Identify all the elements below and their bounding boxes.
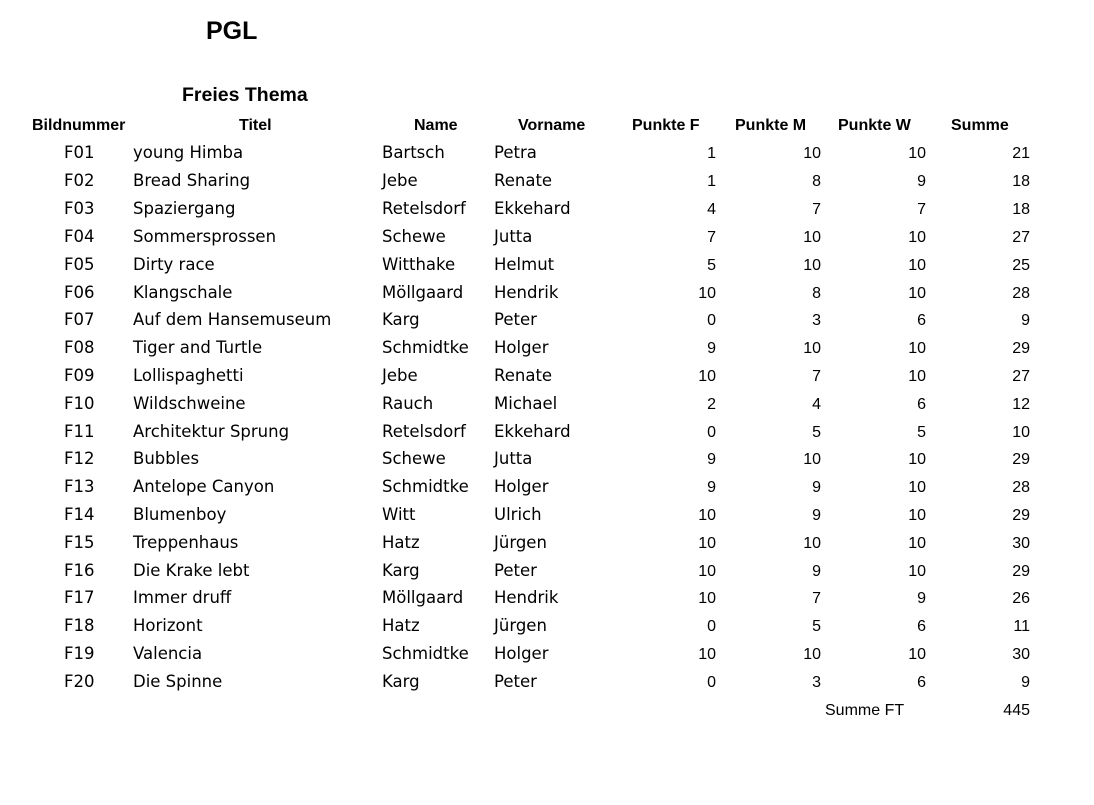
cell-vorname: Jürgen: [494, 616, 547, 635]
cell-punkte-w: 10: [908, 563, 926, 580]
cell-vorname: Holger: [494, 477, 549, 496]
cell-punkte-w: 10: [908, 257, 926, 274]
cell-punkte-w: 9: [917, 173, 926, 190]
cell-name: Möllgaard: [382, 588, 464, 607]
cell-titel: Dirty race: [133, 255, 215, 274]
cell-punkte-m: 9: [812, 563, 821, 580]
cell-name: Schewe: [382, 449, 446, 468]
cell-summe: 27: [1012, 229, 1030, 246]
cell-titel: Horizont: [133, 616, 203, 635]
cell-punkte-f: 1: [707, 145, 716, 162]
cell-name: Schewe: [382, 227, 446, 246]
cell-punkte-m: 10: [803, 535, 821, 552]
cell-titel: Die Krake lebt: [133, 561, 250, 580]
cell-punkte-m: 8: [812, 285, 821, 302]
header-summe: Summe: [951, 117, 1009, 134]
cell-punkte-w: 7: [917, 201, 926, 218]
cell-punkte-w: 10: [908, 451, 926, 468]
cell-punkte-f: 10: [698, 563, 716, 580]
cell-punkte-f: 0: [707, 618, 716, 635]
cell-punkte-m: 3: [812, 674, 821, 691]
cell-titel: Wildschweine: [133, 394, 246, 413]
cell-summe: 29: [1012, 451, 1030, 468]
cell-bildnummer: F17: [64, 588, 95, 607]
cell-name: Karg: [382, 672, 420, 691]
cell-bildnummer: F03: [64, 199, 95, 218]
cell-punkte-f: 5: [707, 257, 716, 274]
cell-titel: Antelope Canyon: [133, 477, 275, 496]
table-row: [0, 197, 1094, 224]
cell-summe: 27: [1012, 368, 1030, 385]
header-titel: Titel: [239, 117, 272, 134]
cell-name: Witthake: [382, 255, 456, 274]
cell-bildnummer: F01: [64, 143, 95, 162]
table-row: [0, 642, 1094, 669]
cell-punkte-m: 10: [803, 646, 821, 663]
cell-punkte-w: 6: [917, 618, 926, 635]
table-row: [0, 141, 1094, 168]
cell-titel: Tiger and Turtle: [133, 338, 263, 357]
cell-name: Jebe: [382, 366, 418, 385]
cell-punkte-w: 5: [917, 424, 926, 441]
cell-name: Hatz: [382, 533, 420, 552]
cell-punkte-f: 4: [707, 201, 716, 218]
cell-punkte-w: 10: [908, 340, 926, 357]
cell-bildnummer: F14: [64, 505, 95, 524]
cell-vorname: Hendrik: [494, 588, 559, 607]
cell-vorname: Renate: [494, 366, 553, 385]
cell-punkte-f: 0: [707, 674, 716, 691]
cell-punkte-f: 9: [707, 451, 716, 468]
table-row: [0, 420, 1094, 447]
cell-bildnummer: F08: [64, 338, 95, 357]
cell-vorname: Renate: [494, 171, 553, 190]
cell-punkte-w: 9: [917, 590, 926, 607]
cell-bildnummer: F19: [64, 644, 95, 663]
cell-titel: young Himba: [133, 143, 244, 162]
cell-punkte-m: 5: [812, 618, 821, 635]
cell-punkte-f: 0: [707, 424, 716, 441]
table-row: [0, 559, 1094, 586]
cell-punkte-w: 6: [917, 312, 926, 329]
cell-punkte-f: 9: [707, 340, 716, 357]
cell-titel: Klangschale: [133, 283, 233, 302]
cell-punkte-m: 8: [812, 173, 821, 190]
table-row: [0, 169, 1094, 196]
cell-punkte-m: 7: [812, 368, 821, 385]
cell-punkte-m: 3: [812, 312, 821, 329]
cell-name: Schmidtke: [382, 644, 469, 663]
cell-punkte-m: 10: [803, 229, 821, 246]
document-subtitle: Freies Thema: [182, 84, 308, 106]
table-row: [0, 586, 1094, 613]
header-punkte-m: Punkte M: [735, 117, 807, 134]
cell-summe: 9: [1021, 674, 1030, 691]
cell-titel: Die Spinne: [133, 672, 223, 691]
cell-vorname: Jürgen: [494, 533, 547, 552]
cell-punkte-f: 10: [698, 646, 716, 663]
cell-titel: Immer druff: [133, 588, 232, 607]
cell-punkte-m: 10: [803, 451, 821, 468]
cell-bildnummer: F06: [64, 283, 95, 302]
cell-summe: 28: [1012, 285, 1030, 302]
cell-name: Möllgaard: [382, 283, 464, 302]
table-row: [0, 475, 1094, 502]
cell-bildnummer: F20: [64, 672, 95, 691]
cell-punkte-f: 0: [707, 312, 716, 329]
cell-bildnummer: F02: [64, 171, 95, 190]
cell-vorname: Ulrich: [494, 505, 542, 524]
cell-punkte-m: 7: [812, 590, 821, 607]
cell-titel: Spaziergang: [133, 199, 236, 218]
cell-titel: Treppenhaus: [133, 533, 239, 552]
cell-name: Rauch: [382, 394, 434, 413]
cell-vorname: Peter: [494, 310, 537, 329]
cell-bildnummer: F12: [64, 449, 95, 468]
cell-bildnummer: F10: [64, 394, 95, 413]
cell-bildnummer: F07: [64, 310, 95, 329]
cell-titel: Bread Sharing: [133, 171, 251, 190]
cell-punkte-m: 10: [803, 145, 821, 162]
cell-punkte-f: 2: [707, 396, 716, 413]
cell-punkte-m: 9: [812, 507, 821, 524]
cell-punkte-w: 10: [908, 479, 926, 496]
header-name: Name: [414, 117, 458, 134]
table-row: [0, 392, 1094, 419]
cell-punkte-m: 10: [803, 340, 821, 357]
cell-punkte-f: 10: [698, 285, 716, 302]
table-row: [0, 308, 1094, 335]
cell-summe: 18: [1012, 201, 1030, 218]
cell-vorname: Ekkehard: [494, 199, 571, 218]
cell-name: Schmidtke: [382, 338, 469, 357]
cell-name: Schmidtke: [382, 477, 469, 496]
cell-vorname: Hendrik: [494, 283, 559, 302]
table-row: [0, 364, 1094, 391]
cell-punkte-w: 10: [908, 535, 926, 552]
total-label: Summe FT: [825, 702, 905, 719]
table-row: [0, 225, 1094, 252]
cell-vorname: Peter: [494, 672, 537, 691]
cell-summe: 9: [1021, 312, 1030, 329]
cell-vorname: Michael: [494, 394, 558, 413]
cell-vorname: Holger: [494, 338, 549, 357]
cell-punkte-f: 10: [698, 590, 716, 607]
cell-summe: 18: [1012, 173, 1030, 190]
cell-titel: Sommersprossen: [133, 227, 277, 246]
cell-summe: 21: [1012, 145, 1030, 162]
table-row: [0, 531, 1094, 558]
cell-punkte-f: 10: [698, 368, 716, 385]
cell-titel: Auf dem Hansemuseum: [133, 310, 332, 329]
cell-summe: 30: [1012, 535, 1030, 552]
cell-summe: 30: [1012, 646, 1030, 663]
cell-punkte-m: 5: [812, 424, 821, 441]
header-punkte-w: Punkte W: [838, 117, 911, 134]
table-row: [0, 447, 1094, 474]
header-punkte-f: Punkte F: [632, 117, 700, 134]
cell-vorname: Jutta: [494, 449, 533, 468]
cell-punkte-w: 10: [908, 229, 926, 246]
cell-bildnummer: F11: [64, 422, 95, 441]
cell-punkte-w: 6: [917, 396, 926, 413]
cell-name: Karg: [382, 561, 420, 580]
cell-punkte-f: 1: [707, 173, 716, 190]
cell-vorname: Helmut: [494, 255, 555, 274]
table-row: [0, 253, 1094, 280]
cell-name: Hatz: [382, 616, 420, 635]
cell-bildnummer: F18: [64, 616, 95, 635]
document-title: PGL: [206, 17, 258, 45]
cell-titel: Bubbles: [133, 449, 200, 468]
cell-summe: 29: [1012, 507, 1030, 524]
header-bildnummer: Bildnummer: [32, 117, 126, 134]
cell-summe: 25: [1012, 257, 1030, 274]
cell-bildnummer: F09: [64, 366, 95, 385]
cell-summe: 11: [1013, 618, 1030, 635]
cell-bildnummer: F05: [64, 255, 95, 274]
cell-punkte-w: 10: [908, 368, 926, 385]
cell-punkte-w: 6: [917, 674, 926, 691]
cell-punkte-m: 10: [803, 257, 821, 274]
cell-name: Retelsdorf: [382, 422, 466, 441]
cell-punkte-w: 10: [908, 285, 926, 302]
cell-titel: Blumenboy: [133, 505, 227, 524]
cell-summe: 29: [1012, 340, 1030, 357]
cell-name: Karg: [382, 310, 420, 329]
cell-name: Bartsch: [382, 143, 445, 162]
cell-bildnummer: F13: [64, 477, 95, 496]
table-row: [0, 281, 1094, 308]
table-row: [0, 614, 1094, 641]
cell-summe: 29: [1012, 563, 1030, 580]
cell-bildnummer: F04: [64, 227, 95, 246]
cell-summe: 10: [1012, 424, 1030, 441]
cell-titel: Lollispaghetti: [133, 366, 244, 385]
cell-vorname: Peter: [494, 561, 537, 580]
cell-punkte-w: 10: [908, 145, 926, 162]
cell-punkte-f: 10: [698, 507, 716, 524]
cell-punkte-w: 10: [908, 646, 926, 663]
cell-titel: Valencia: [133, 644, 203, 663]
total-value: 445: [1003, 702, 1030, 719]
cell-punkte-m: 4: [812, 396, 821, 413]
cell-name: Witt: [382, 505, 416, 524]
cell-vorname: Jutta: [494, 227, 533, 246]
table-row: [0, 503, 1094, 530]
cell-punkte-f: 9: [707, 479, 716, 496]
cell-punkte-m: 7: [812, 201, 821, 218]
cell-punkte-f: 7: [707, 229, 716, 246]
cell-name: Retelsdorf: [382, 199, 466, 218]
cell-punkte-m: 9: [812, 479, 821, 496]
cell-bildnummer: F15: [64, 533, 95, 552]
table-row: [0, 336, 1094, 363]
cell-vorname: Petra: [494, 143, 537, 162]
cell-summe: 28: [1012, 479, 1030, 496]
cell-name: Jebe: [382, 171, 418, 190]
cell-vorname: Holger: [494, 644, 549, 663]
cell-vorname: Ekkehard: [494, 422, 571, 441]
cell-punkte-f: 10: [698, 535, 716, 552]
cell-summe: 12: [1012, 396, 1030, 413]
cell-titel: Architektur Sprung: [133, 422, 290, 441]
table-row: [0, 670, 1094, 697]
cell-summe: 26: [1012, 590, 1030, 607]
header-vorname: Vorname: [518, 117, 586, 134]
cell-punkte-w: 10: [908, 507, 926, 524]
cell-bildnummer: F16: [64, 561, 95, 580]
